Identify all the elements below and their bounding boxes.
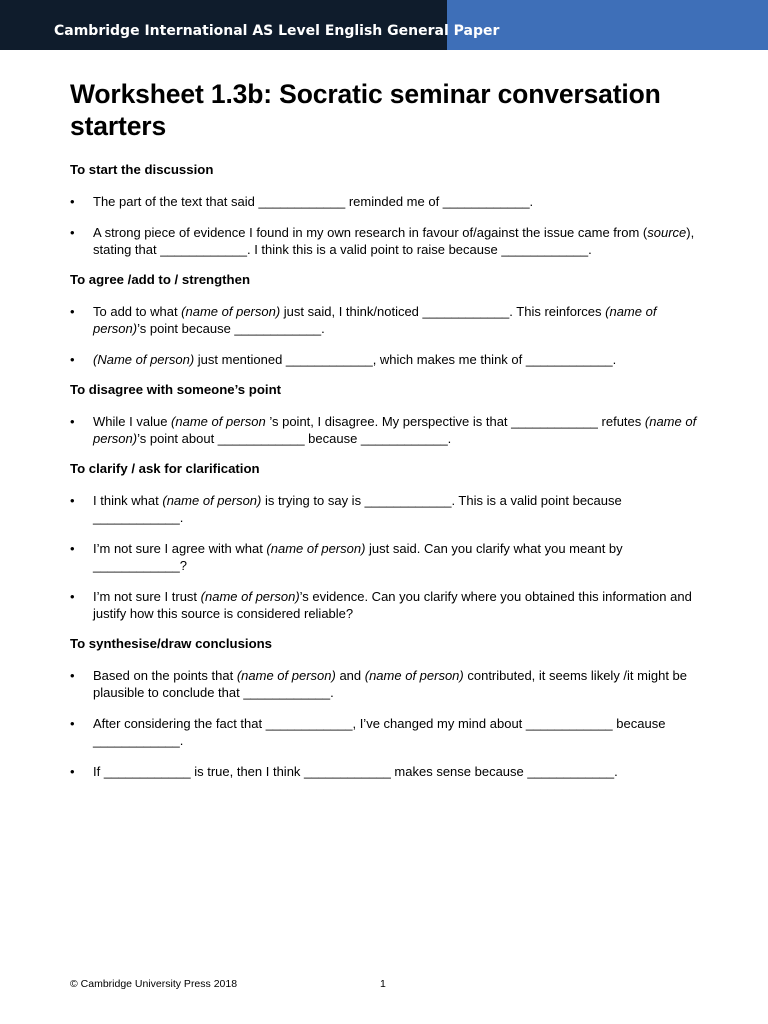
placeholder-text: (name of person) xyxy=(162,493,262,508)
prompt-text: ’s point, I disagree. My perspective is that ____________ refutes xyxy=(265,414,645,429)
prompt-text: and xyxy=(335,668,365,683)
section-heading: To synthesise/draw conclusions xyxy=(70,636,273,651)
prompt-text: A strong piece of evidence I found in my own research in favour of/against the issue came from ( xyxy=(93,225,648,240)
section-heading: To clarify / ask for clarification xyxy=(70,461,260,476)
prompt-text: just mentioned ____________, which makes me think of ____________. xyxy=(194,352,617,367)
placeholder-text: (name of person) xyxy=(181,304,281,319)
prompt-text: is trying to say is ____________. This is a valid point because ____________. xyxy=(93,493,622,525)
prompt-item xyxy=(70,715,710,749)
prompt-text: Based on the points that xyxy=(93,668,237,683)
prompt-text: I’m not sure I trust xyxy=(93,589,201,604)
prompt-item xyxy=(70,351,710,368)
bullet-icon: • xyxy=(70,414,75,429)
prompt-list xyxy=(70,667,710,780)
footer-copyright: © Cambridge University Press 2018 xyxy=(70,978,238,990)
placeholder-text: (name of person) xyxy=(364,668,464,683)
section-heading: To start the discussion xyxy=(70,162,214,177)
placeholder-text: (name of person) xyxy=(200,589,300,604)
placeholder-text: (name of person) xyxy=(266,541,366,556)
prompt-text: just said, I think/noticed ____________. This reinforces xyxy=(280,304,606,319)
placeholder-text: source xyxy=(647,225,687,240)
page-header xyxy=(0,0,768,50)
worksheet-content xyxy=(70,78,710,780)
bullet-icon: • xyxy=(70,668,75,683)
prompt-item xyxy=(70,763,710,780)
prompt-item xyxy=(70,193,710,210)
bullet-icon: • xyxy=(70,493,75,508)
prompt-list xyxy=(70,193,710,258)
bullet-icon: • xyxy=(70,589,75,604)
page-title: Worksheet 1.3b: Socratic seminar conversation starters xyxy=(70,79,661,141)
prompt-item xyxy=(70,667,710,701)
prompt-text: just said. Can you clarify what you meant by ____________? xyxy=(93,541,623,573)
bullet-icon: • xyxy=(70,352,75,367)
bullet-icon: • xyxy=(70,764,75,779)
prompt-item xyxy=(70,224,710,258)
prompt-text: I think what xyxy=(93,493,163,508)
prompt-text: While I value xyxy=(93,414,172,429)
prompt-text: ’s evidence. Can you clarify where you obtained this information and justify how this source is considered reliable? xyxy=(93,589,692,621)
prompt-text: ’s point about ____________ because ____________. xyxy=(137,431,452,446)
prompt-text: The part of the text that said ____________ reminded me of ____________. xyxy=(93,194,534,209)
prompt-text: ), stating that ____________. I think this is a valid point to raise because ____________. xyxy=(93,225,695,257)
bullet-icon: • xyxy=(70,194,75,209)
prompt-list xyxy=(70,303,710,368)
placeholder-text: (name of person) xyxy=(93,304,657,336)
prompt-text: After considering the fact that ____________, I’ve changed my mind about ____________ because ____________. xyxy=(93,716,666,748)
bullet-icon: • xyxy=(70,304,75,319)
prompt-list xyxy=(70,492,710,622)
prompt-item xyxy=(70,588,710,622)
prompt-item xyxy=(70,492,710,526)
bullet-icon: • xyxy=(70,716,75,731)
footer-page-number: 1 xyxy=(380,978,386,990)
prompt-item xyxy=(70,303,710,337)
prompt-text: I’m not sure I agree with what xyxy=(93,541,267,556)
prompt-text: If ____________ is true, then I think ____________ makes sense because ____________. xyxy=(93,764,618,779)
section-heading: To agree /add to / strengthen xyxy=(70,272,251,287)
prompt-item xyxy=(70,540,710,574)
prompt-list xyxy=(70,413,710,447)
placeholder-text: (name of person) xyxy=(93,414,697,446)
prompt-text: contributed, it seems likely /it might be plausible to conclude that ____________. xyxy=(93,668,688,700)
header-title: Cambridge International AS Level English General Paper xyxy=(54,23,500,39)
bullet-icon: • xyxy=(70,541,75,556)
placeholder-text: (name of person xyxy=(171,414,266,429)
prompt-text: To add to what xyxy=(93,304,182,319)
placeholder-text: (name of person) xyxy=(236,668,336,683)
bullet-icon: • xyxy=(70,225,75,240)
sections-container xyxy=(70,162,710,780)
section-heading: To disagree with someone’s point xyxy=(70,382,282,397)
placeholder-text: (Name of person) xyxy=(93,352,195,367)
prompt-text: ’s point because ____________. xyxy=(137,321,325,336)
prompt-item xyxy=(70,413,710,447)
